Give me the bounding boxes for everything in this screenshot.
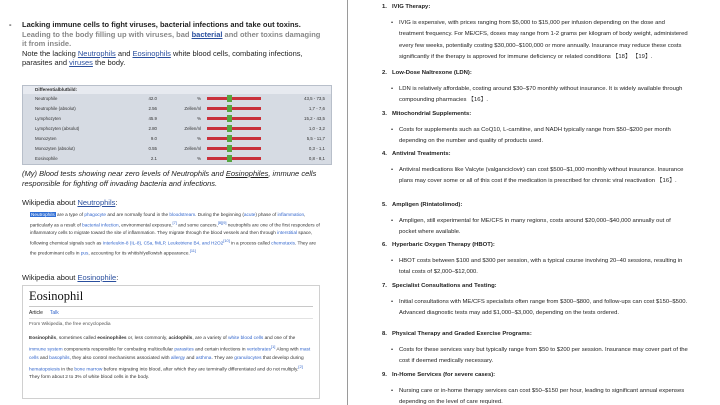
cost-item-title xyxy=(382,151,702,157)
intro-line-3-a: Note the lacking xyxy=(22,48,78,58)
cost-item-heading: Specialist Consultations and Testing: xyxy=(392,283,497,289)
wiki-eosinophil-suffix: : xyxy=(116,273,119,282)
caption-a: (My) Blood tests showing near zero levels of Neutrophils and xyxy=(22,169,226,178)
analyte-unit: % xyxy=(197,96,201,101)
np-9: space, following chemical signals such as xyxy=(30,230,313,246)
analyte-reference-range: 0,3 - 1,1 xyxy=(308,146,325,151)
cost-item-text: Costs for supplements such as CoQ10, L-carnitine, and NADH typically range from $50–$200 per month depending on the number and quality of products used. xyxy=(399,127,671,145)
cost-item-number: 8. xyxy=(382,331,387,337)
wiki-neutrophils-label-text: Wikipedia about xyxy=(22,198,78,207)
cost-item-body xyxy=(391,256,689,279)
cost-item-number: 9. xyxy=(382,372,387,378)
ref-1[interactable]: [1] xyxy=(270,344,276,349)
analyte-unit: % xyxy=(197,136,201,141)
analyte-value: 45.9 xyxy=(148,116,157,121)
ref-11[interactable]: [11] xyxy=(189,248,196,254)
tab-article[interactable]: Article xyxy=(29,310,43,316)
ep-t15: They form about 2 to 3% of white blood cells in the body. xyxy=(29,375,150,381)
cost-item-body xyxy=(391,165,689,188)
blood-panel-header: Differentialblutbild: xyxy=(23,86,331,94)
ep-t9: , they also control mechanisms associated with xyxy=(69,355,171,361)
bone-marrow-link[interactable]: bone marrow xyxy=(74,367,103,373)
caption-b: , immune cells responsible for fighting off invading bacteria and infections. xyxy=(22,169,317,188)
eosinophil-wiki-screenshot xyxy=(22,285,320,399)
chemotaxis-link[interactable]: chemotaxis xyxy=(271,240,295,246)
analyte-unit: % xyxy=(197,156,201,161)
cost-item-title xyxy=(382,202,702,208)
intro-text xyxy=(9,20,322,68)
intro-line-3-c: the body. xyxy=(92,58,126,68)
cost-item-heading: Ampligen (Rintatolimod): xyxy=(392,202,463,208)
immune-system-link[interactable]: immune system xyxy=(29,347,63,353)
analyte-value: 0.55 xyxy=(148,146,157,151)
np-11: . They are the predominant cells in xyxy=(30,240,316,256)
cost-item-heading: In-Home Services (for severe cases): xyxy=(392,372,496,378)
inflammation-link[interactable]: inflammation xyxy=(277,212,305,217)
bullet-icon: • xyxy=(391,218,394,224)
white-blood-cells-link[interactable]: white blood cells xyxy=(228,336,264,341)
ep-t8: and xyxy=(38,355,50,361)
cost-item-title xyxy=(382,4,702,10)
hematopoiesis-link[interactable]: hematopoiesis xyxy=(29,367,60,373)
range-bar xyxy=(207,147,261,150)
tabs-divider xyxy=(29,318,313,319)
range-marker xyxy=(227,115,232,122)
analyte-value: 2.1 xyxy=(150,156,157,161)
wiki-eosinophile-link[interactable]: Eosinophile xyxy=(77,273,117,282)
cost-item xyxy=(382,151,702,185)
tab-talk[interactable]: Talk xyxy=(49,310,59,316)
ep-t5: components responsible for combating multicellular xyxy=(62,347,175,353)
np-6: , environmental exposure, xyxy=(118,222,173,228)
cost-item-number: 2. xyxy=(382,70,387,76)
analyte-value: 2.56 xyxy=(148,106,157,111)
cost-item-body xyxy=(391,297,689,320)
blood-panel-row xyxy=(23,94,331,104)
right-page xyxy=(350,0,720,405)
analyte-name: Monozyten (absolut) xyxy=(35,146,75,151)
range-bar xyxy=(207,97,261,100)
cost-item-heading: Low-Dose Naltrexone (LDN): xyxy=(392,70,472,76)
np-2: and are normally found in the xyxy=(106,212,170,217)
eosinophils-link[interactable]: Eosinophils xyxy=(132,48,171,58)
cost-item-heading: IVIG Therapy: xyxy=(392,4,431,10)
wiki-neutrophils-link[interactable]: Neutrophils xyxy=(77,198,116,207)
acute-link[interactable]: acute xyxy=(243,212,256,217)
np-3: . During the beginning ( xyxy=(195,212,244,217)
cost-item-text: Ampligen, still experimental for ME/CFS in many regions, costs around $20,000–$40,000 annually out of pocket where available. xyxy=(399,218,671,236)
intro-line-3-b: white blood cells, combating infections, parasites and xyxy=(22,48,303,68)
ref-2[interactable]: [2] xyxy=(298,363,303,369)
blood-panel-rows xyxy=(23,94,331,164)
blood-panel-row xyxy=(23,104,331,114)
cost-item xyxy=(382,242,702,276)
range-marker xyxy=(227,135,232,142)
blood-panel-row xyxy=(23,124,331,134)
ep-t14: before migrating into blood, after which they are terminally differentiated and do not multiply. xyxy=(102,367,299,373)
wiki-eosinophil-label xyxy=(22,273,118,282)
analyte-reference-range: 5,5 - 11,7 xyxy=(306,136,325,141)
page-divider xyxy=(347,0,348,405)
pus-link[interactable]: pus xyxy=(80,250,89,256)
ep-t13: in the xyxy=(59,367,75,373)
bullet-icon: • xyxy=(391,258,394,264)
analyte-value: 9.0 xyxy=(150,136,157,141)
np-7: and some cancers, xyxy=(176,222,218,228)
cost-item-title xyxy=(382,70,702,76)
cost-item xyxy=(382,70,702,104)
cost-item-title xyxy=(382,331,702,337)
blood-panel-row xyxy=(23,114,331,124)
cost-item-heading: Mitochondrial Supplements: xyxy=(392,111,472,117)
cost-item-body xyxy=(391,125,689,148)
vertebrates-link[interactable]: vertebrates xyxy=(246,347,271,353)
analyte-unit: % xyxy=(197,116,201,121)
cost-item-text: Costs for these services vary but typically range from $50 to $200 per session. Insurance may cover part of the cost if deemed medically necessary. xyxy=(399,347,688,365)
bullet-icon: • xyxy=(391,388,394,394)
cost-item-title xyxy=(382,283,702,289)
cost-item-body xyxy=(391,216,689,239)
cost-item-number: 5. xyxy=(382,202,387,208)
bullet-icon: • xyxy=(391,127,394,133)
analyte-name: Neutrophile (absolut) xyxy=(35,106,76,111)
ref-10[interactable]: [10] xyxy=(223,237,230,243)
viruses-link[interactable]: viruses xyxy=(69,58,93,68)
analyte-name: Neutrophile xyxy=(35,96,58,101)
cost-item-number: 1. xyxy=(382,4,387,10)
signals-link[interactable]: Interleukin-8 (IL-8), C5a, fMLP, Leukotriene B4, and H2O2 xyxy=(102,240,224,246)
cost-item-number: 7. xyxy=(382,283,387,289)
eosinophil-title: Eosinophil xyxy=(29,289,84,303)
analyte-reference-range: 43,5 - 73,5 xyxy=(304,96,325,101)
ep-t11: . They are xyxy=(211,355,235,361)
cost-item-body xyxy=(391,18,689,63)
blood-panel-row xyxy=(23,144,331,154)
analyte-reference-range: 1,7 - 7,6 xyxy=(308,106,325,111)
cost-item-heading: Antiviral Treatments: xyxy=(392,151,451,157)
np-8: neutrophils are one of the first responders of inflammatory cells to migrate toward the site of inflammation. They migrate through the blood vessels and then through xyxy=(30,222,320,236)
cost-item xyxy=(382,283,702,317)
analyte-value: 2.80 xyxy=(148,126,157,131)
analyte-name: Lymphozyten (absolut) xyxy=(35,126,80,131)
cost-item-text: Initial consultations with ME/CFS specialists often range from $300–$800, and follow-ups can cost $150–$500. Advanced diagnostic tests may add $1,000–$3,000, depending on the tests ordered. xyxy=(399,299,688,317)
cost-item xyxy=(382,331,702,365)
asthma-link[interactable]: asthma xyxy=(195,355,212,361)
cost-item-text: IVIG is expensive, with prices ranging from $5,000 to $15,000 per infusion depending on the dose and treatment frequency. For ME/CFS, doses may range from 1-2 grams per kilogram of body weight, administered every few weeks, potentially costing $30,000–$100,000 or more annually. Insurance may reduce these costs significantly if the therapy is approved for immune deficiency or related conditions 【18】 【19】. xyxy=(399,20,688,60)
cost-item-text: HBOT costs between $100 and $300 per session, with a typical course involving 20–40 sessions, resulting in total costs of $2,000–$12,000. xyxy=(399,258,683,276)
analyte-reference-range: 1,0 - 3,2 xyxy=(308,126,325,131)
parasites-link[interactable]: parasites xyxy=(174,347,194,353)
np-5: , particularly as a result of xyxy=(30,212,306,228)
neutrophils-paragraph xyxy=(30,211,320,258)
ep-t7: Along with xyxy=(275,347,300,353)
bullet-icon: • xyxy=(391,86,394,92)
range-bar xyxy=(207,127,261,130)
cost-item xyxy=(382,372,702,405)
cost-item xyxy=(382,4,702,60)
title-divider xyxy=(29,306,313,307)
cost-item-number: 4. xyxy=(382,151,387,157)
cost-item-text: Antiviral medications like Valcyte (valganciclovir) can cost $500–$1,000 monthly without insurance. Insurance plans may cover some or all of this cost if the medication is prescribed for chronic viral reactivation 【16】. xyxy=(399,167,684,185)
analyte-unit: Zellen/nl xyxy=(184,146,201,151)
range-marker xyxy=(227,105,232,112)
cost-item-body xyxy=(391,84,689,107)
analyte-reference-range: 0,8 - 8,1 xyxy=(308,156,325,161)
bullet-icon: • xyxy=(391,167,394,173)
blood-panel-row xyxy=(23,154,331,164)
bullet-icon: • xyxy=(391,347,394,353)
bloodstream-link[interactable]: bloodstream xyxy=(169,212,196,217)
bullet-icon: • xyxy=(391,299,394,305)
analyte-name: Monozyten xyxy=(35,136,57,141)
ep-b3: acidophils xyxy=(168,336,193,341)
cost-item-number: 6. xyxy=(382,242,387,248)
intro-line-2 xyxy=(22,30,322,49)
cost-item-body xyxy=(391,386,689,405)
blood-panel-row xyxy=(23,134,331,144)
blood-test-image xyxy=(22,85,332,165)
analyte-name: Lymphozyten xyxy=(35,116,61,121)
cost-item xyxy=(382,111,702,145)
neutrophils-link[interactable]: Neutrophils xyxy=(77,48,116,58)
wiki-neutrophils-suffix: : xyxy=(115,198,118,207)
cost-item-text: LDN is relatively affordable, costing around $30–$70 monthly without insurance. It is widely available through compounding pharmacies 【16】. xyxy=(399,86,683,104)
np-4: ) phase of xyxy=(255,212,278,217)
ref-8-9[interactable]: [8][9] xyxy=(217,219,227,225)
range-marker xyxy=(227,95,232,102)
interstitial-link[interactable]: interstitial xyxy=(277,230,297,236)
granulocytes-link[interactable]: granulocytes xyxy=(234,355,262,361)
cost-item xyxy=(382,202,702,236)
ep-t12: that develop during xyxy=(261,355,304,361)
range-bar xyxy=(207,107,261,110)
intro-line-2-a: Leading to the body filling up with viruses, bad xyxy=(22,29,192,39)
ep-b2: eosinophiles xyxy=(97,336,127,341)
cost-item-title xyxy=(382,111,702,117)
analyte-reference-range: 15,2 - 43,5 xyxy=(304,116,325,121)
np-12: , accounting for its whitish/yellowish appearance. xyxy=(88,250,190,256)
wiki-tabs xyxy=(29,310,66,316)
ref-7[interactable]: [7] xyxy=(172,219,177,225)
cost-item-heading: Hyperbaric Oxygen Therapy (HBOT): xyxy=(392,242,495,248)
bacterial-infection-link[interactable]: bacterial infection xyxy=(82,222,119,228)
ep-t3: , are a variety of xyxy=(192,336,229,341)
eosinophil-paragraph xyxy=(29,335,313,382)
blood-test-caption xyxy=(22,169,322,188)
eosinophiles-link[interactable]: Eosinophiles xyxy=(225,169,269,178)
range-marker xyxy=(227,145,232,152)
bullet-icon: • xyxy=(391,20,394,26)
range-bar xyxy=(207,117,261,120)
ep-b1: Eosinophils xyxy=(29,336,57,341)
wiki-eosinophil-label-text: Wikipedia about xyxy=(22,273,78,282)
neutrophils-highlight: Neutrophils xyxy=(31,212,55,217)
intro-line-2-b: and other toxins damaging it from inside. xyxy=(22,29,321,49)
from-wikipedia: From Wikipedia, the free encyclopedia xyxy=(29,322,111,327)
intro-line-1: Lacking immune cells to fight viruses, bacterial infections and take out toxins. xyxy=(22,20,301,29)
ep-t6: and certain infections in xyxy=(193,347,247,353)
np-1: are a type of xyxy=(55,212,85,217)
mast-cells-link[interactable]: mast cells xyxy=(29,347,311,361)
basophils-link[interactable]: basophils xyxy=(49,355,70,361)
wiki-neutrophils-label xyxy=(22,198,117,207)
range-marker xyxy=(227,125,232,132)
ep-t2: or, less commonly, xyxy=(126,336,169,341)
analyte-value: 42.0 xyxy=(148,96,157,101)
cost-item-title xyxy=(382,372,702,378)
bacterial-link[interactable]: bacterial xyxy=(191,29,223,39)
range-marker xyxy=(227,155,232,162)
cost-item-title xyxy=(382,242,702,248)
analyte-name: Eosinophile xyxy=(35,156,58,161)
ep-t1: , sometimes called xyxy=(56,336,98,341)
ep-t10: and xyxy=(185,355,196,361)
cost-item-number: 3. xyxy=(382,111,387,117)
np-10: in a process called xyxy=(229,240,272,246)
phagocyte-link[interactable]: phagocyte xyxy=(84,212,107,217)
intro-line-3-mid: and xyxy=(115,48,133,58)
cost-item-heading: Physical Therapy and Graded Exercise Programs: xyxy=(392,331,532,337)
range-bar xyxy=(207,137,261,140)
allergy-link[interactable]: allergy xyxy=(170,355,186,361)
range-bar xyxy=(207,157,261,160)
list-dash: - xyxy=(9,20,12,29)
cost-item-body xyxy=(391,345,689,368)
ep-t4: and one of the xyxy=(263,336,296,341)
analyte-unit: Zellen/nl xyxy=(184,126,201,131)
analyte-unit: Zellen/nl xyxy=(184,106,201,111)
cost-item-text: Nursing care or in-home therapy services can cost $50–$150 per hour, leading to significant annual expenses depending on the level of care required. xyxy=(399,388,685,405)
intro-line-3 xyxy=(22,49,322,68)
left-page xyxy=(0,0,346,405)
